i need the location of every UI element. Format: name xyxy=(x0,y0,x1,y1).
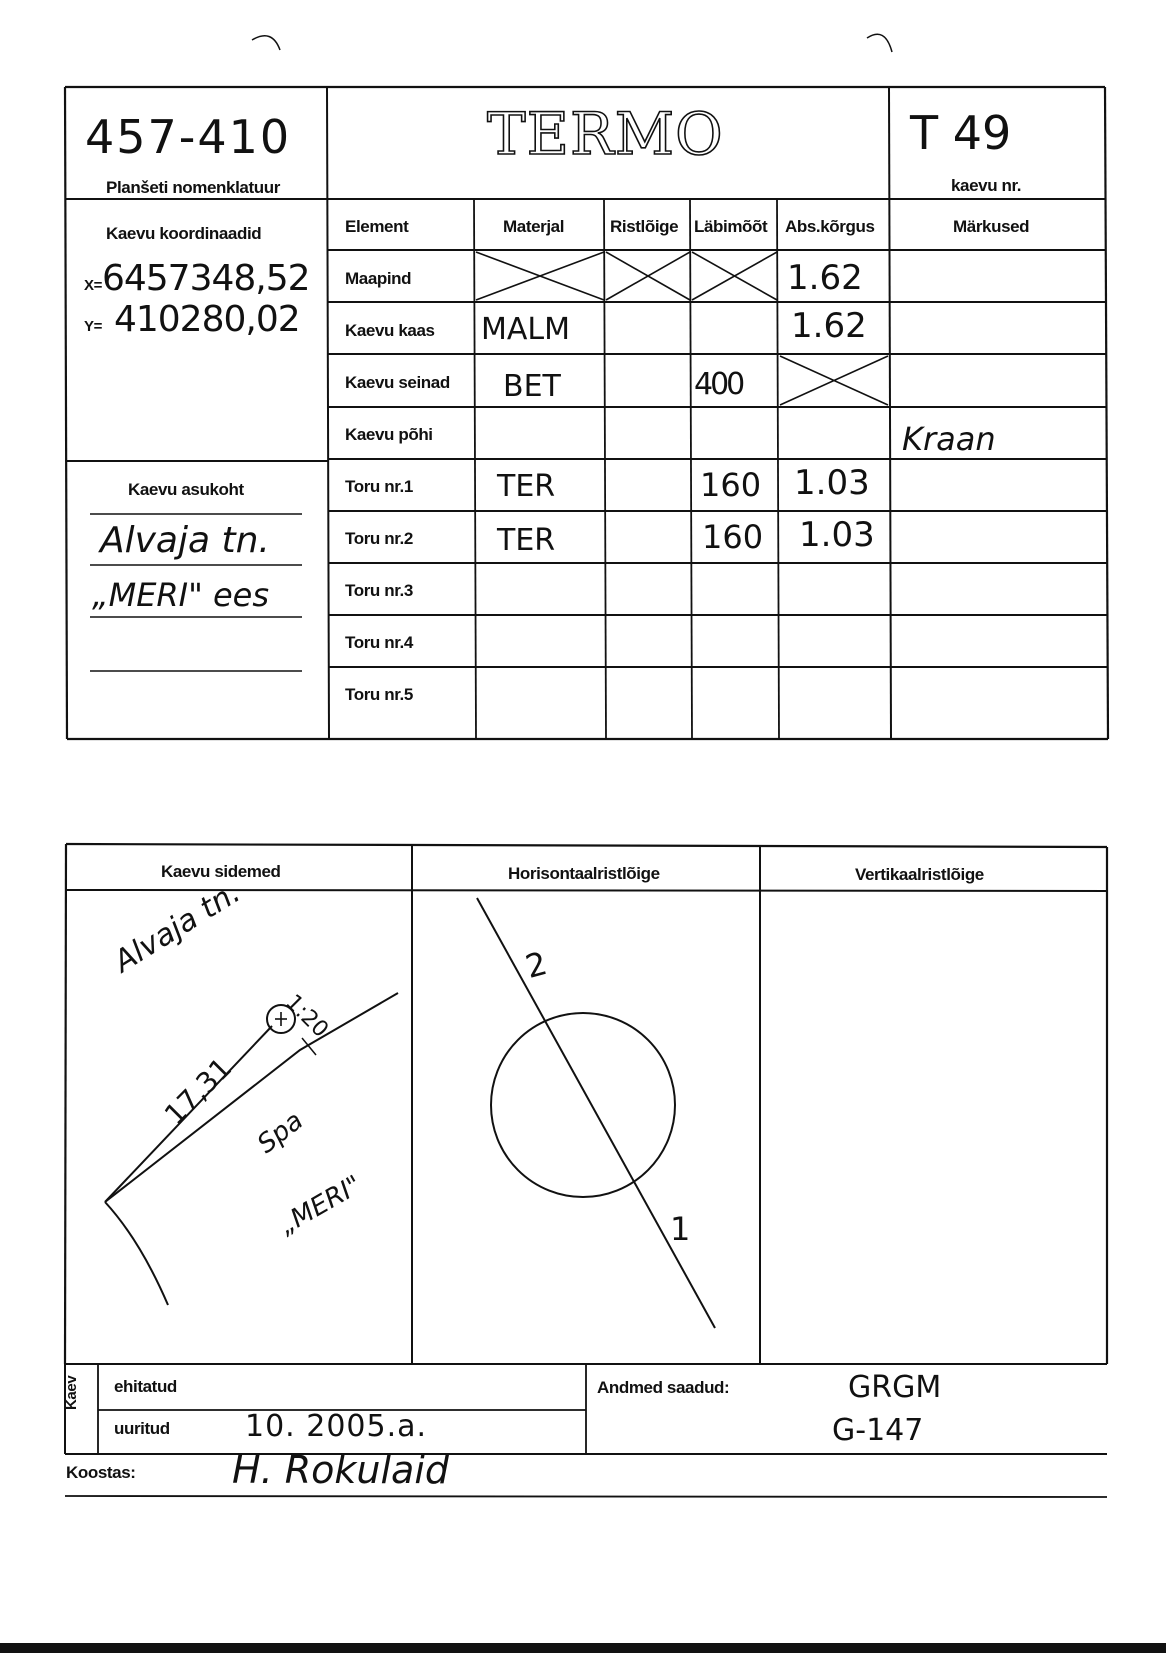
ground-abs-height: 1.62 xyxy=(787,258,863,298)
compiled-label: Koostas: xyxy=(66,1463,136,1482)
surveyed-label: uuritud xyxy=(114,1419,170,1438)
data-source-2: G-147 xyxy=(832,1413,924,1448)
coord-x-value: 6457348,52 xyxy=(101,258,310,299)
row-label-pipe-2: Toru nr.2 xyxy=(345,529,413,548)
location-line-2: „MERI" ees xyxy=(92,576,270,614)
col-header-diameter: Läbimõõt xyxy=(694,217,768,236)
coord-x xyxy=(84,258,310,299)
row-label-pipe-1: Toru nr.1 xyxy=(345,477,413,496)
pipe-2-abs-height: 1.03 xyxy=(799,515,875,555)
form-title: TERMO xyxy=(487,100,724,168)
panel-header-horizontal: Horisontaalristlõige xyxy=(508,864,660,883)
row-label-bottom: Kaevu põhi xyxy=(345,425,433,444)
sheet-label: Planšeti nomenklatuur xyxy=(106,178,280,197)
col-header-element: Element xyxy=(345,217,409,236)
built-label: ehitatud xyxy=(114,1377,177,1396)
sketch-building-label-2: „MERI" xyxy=(274,1169,367,1241)
panel-header-links: Kaevu sidemed xyxy=(161,862,281,881)
scan-edge-bar xyxy=(0,1643,1166,1653)
col-header-abs-height: Abs.kõrgus xyxy=(785,217,875,236)
coord-y-value: 410280,02 xyxy=(113,299,300,340)
well-number: T 49 xyxy=(910,106,1012,160)
sheet-number: 457-410 xyxy=(85,110,292,164)
coord-y-prefix: Y= xyxy=(84,318,102,335)
bottom-form-grid xyxy=(0,790,1166,1510)
sketch-building-label-1: Spa xyxy=(252,1105,310,1160)
sketch-distance-label: 17,31 xyxy=(158,1051,239,1132)
pipe-1-diameter: 160 xyxy=(700,466,762,504)
sketch-angle-label: 1:20 xyxy=(280,990,333,1043)
coord-x-prefix: X= xyxy=(84,277,102,294)
coordinates-label: Kaevu koordinaadid xyxy=(106,224,262,243)
location-label: Kaevu asukoht xyxy=(128,480,244,499)
pipe-2-material: TER xyxy=(497,523,556,558)
bottom-notes: Kraan xyxy=(902,420,996,458)
cover-material: MALM xyxy=(481,312,571,347)
col-header-cross-section: Ristlõige xyxy=(610,217,679,236)
pipe-label-1: 1 xyxy=(670,1210,691,1248)
col-header-notes: Märkused xyxy=(953,217,1030,236)
walls-diameter: 400 xyxy=(694,367,743,402)
col-header-material: Materjal xyxy=(503,217,565,236)
data-source-label: Andmed saadud: xyxy=(597,1378,730,1397)
pipe-1-abs-height: 1.03 xyxy=(794,463,870,503)
pipe-label-2: 2 xyxy=(521,944,551,986)
row-label-pipe-3: Toru nr.3 xyxy=(345,581,413,600)
cover-abs-height: 1.62 xyxy=(791,306,867,346)
well-number-label: kaevu nr. xyxy=(951,176,1022,195)
row-label-pipe-4: Toru nr.4 xyxy=(345,633,413,652)
data-source-1: GRGM xyxy=(848,1370,942,1405)
pipe-2-diameter: 160 xyxy=(702,518,764,556)
compiled-value: H. Rokulaid xyxy=(232,1448,449,1492)
pipe-1-material: TER xyxy=(497,469,556,504)
footer-side-label: Kaev xyxy=(63,1375,80,1410)
coord-y xyxy=(84,299,300,340)
surveyed-value: 10. 2005.a. xyxy=(245,1409,428,1444)
walls-material: BET xyxy=(503,369,561,404)
row-label-walls: Kaevu seinad xyxy=(345,373,450,392)
row-label-cover: Kaevu kaas xyxy=(345,321,435,340)
panel-header-vertical: Vertikaalristlõige xyxy=(855,865,984,884)
row-label-pipe-5: Toru nr.5 xyxy=(345,685,413,704)
row-label-ground: Maapind xyxy=(345,269,412,288)
sketch-street-label: Alvaja tn. xyxy=(108,874,247,980)
location-line-1: Alvaja tn. xyxy=(100,520,270,561)
